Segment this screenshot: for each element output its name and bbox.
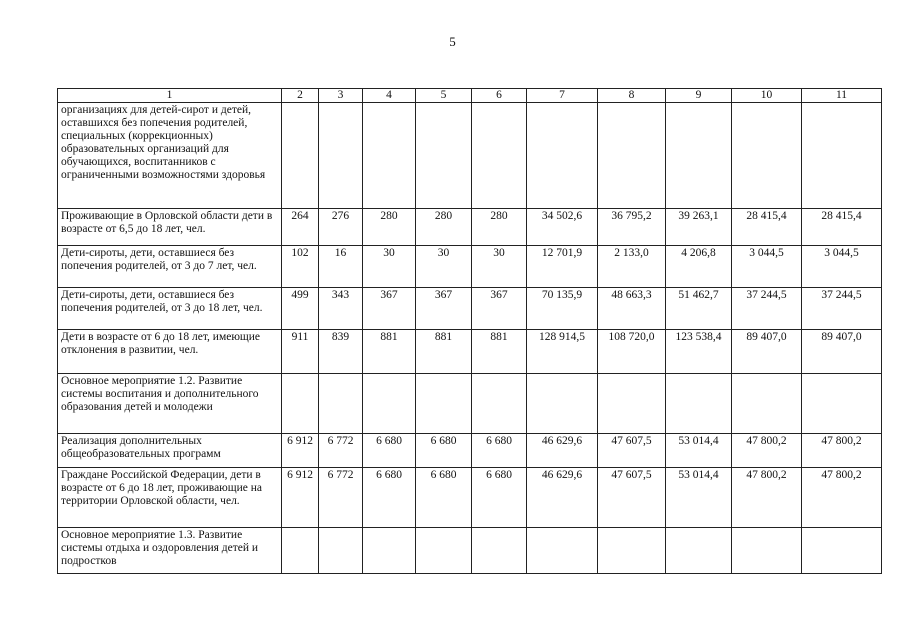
table-cell	[472, 528, 527, 574]
column-header: 5	[416, 89, 472, 103]
table-cell: 499	[282, 288, 319, 330]
table-cell	[666, 103, 732, 209]
row-label: Основное мероприятие 1.2. Развитие системы воспитания и дополнительного образования детей и молодежи	[58, 374, 282, 434]
row-label: организациях для детей-сирот и детей, оставшихся без попечения родителей, специальных (коррекционных) образовательных организаций для обучающихся, воспитанников с ограниченными возможностями здоровья	[58, 103, 282, 209]
table-cell	[416, 103, 472, 209]
table-cell: 30	[472, 246, 527, 288]
table-cell: 367	[472, 288, 527, 330]
table-cell: 2 133,0	[598, 246, 666, 288]
table-cell	[666, 374, 732, 434]
row-label: Основное мероприятие 1.3. Развитие системы отдыха и оздоровления детей и подростков	[58, 528, 282, 574]
table-cell: 881	[472, 330, 527, 374]
table-cell	[363, 528, 416, 574]
table-cell: 280	[472, 209, 527, 246]
column-header: 3	[319, 89, 363, 103]
table-row	[58, 528, 882, 574]
table-cell: 6 680	[363, 468, 416, 528]
table-cell	[282, 528, 319, 574]
table-cell: 3 044,5	[802, 246, 882, 288]
table-cell: 4 206,8	[666, 246, 732, 288]
table-cell: 28 415,4	[802, 209, 882, 246]
table-row	[58, 103, 882, 209]
table-cell: 881	[363, 330, 416, 374]
table-cell: 28 415,4	[732, 209, 802, 246]
table-cell: 47 607,5	[598, 468, 666, 528]
table-cell	[416, 528, 472, 574]
table-cell	[319, 103, 363, 209]
table-cell	[416, 374, 472, 434]
column-header: 11	[802, 89, 882, 103]
column-header: 2	[282, 89, 319, 103]
table-cell: 6 680	[363, 434, 416, 468]
table-cell: 12 701,9	[527, 246, 598, 288]
data-table	[57, 88, 882, 574]
column-header: 4	[363, 89, 416, 103]
table-cell	[472, 103, 527, 209]
table-cell: 6 680	[416, 434, 472, 468]
table-cell: 839	[319, 330, 363, 374]
header-row	[58, 89, 882, 103]
table-cell: 3 044,5	[732, 246, 802, 288]
column-header: 6	[472, 89, 527, 103]
table-cell	[527, 374, 598, 434]
table-cell	[319, 374, 363, 434]
table-cell	[598, 528, 666, 574]
table-cell	[282, 103, 319, 209]
row-label: Дети-сироты, дети, оставшиеся без попечения родителей, от 3 до 7 лет, чел.	[58, 246, 282, 288]
table-row	[58, 468, 882, 528]
table-cell: 128 914,5	[527, 330, 598, 374]
table-cell: 6 772	[319, 434, 363, 468]
row-label: Граждане Российской Федерации, дети в возрасте от 6 до 18 лет, проживающие на территории Орловской области, чел.	[58, 468, 282, 528]
table-cell: 280	[416, 209, 472, 246]
table-cell	[732, 374, 802, 434]
table-cell: 53 014,4	[666, 434, 732, 468]
table-cell: 46 629,6	[527, 468, 598, 528]
table-cell: 47 800,2	[732, 434, 802, 468]
table-cell	[666, 528, 732, 574]
page-number: 5	[449, 34, 456, 49]
table-cell	[527, 528, 598, 574]
table-cell: 280	[363, 209, 416, 246]
table-cell: 30	[363, 246, 416, 288]
table-cell: 70 135,9	[527, 288, 598, 330]
table-cell: 911	[282, 330, 319, 374]
row-label: Дети в возрасте от 6 до 18 лет, имеющие отклонения в развитии, чел.	[58, 330, 282, 374]
table-cell	[363, 103, 416, 209]
table-cell	[598, 374, 666, 434]
table-cell	[802, 374, 882, 434]
table-cell	[732, 528, 802, 574]
table-cell: 47 800,2	[732, 468, 802, 528]
row-label: Проживающие в Орловской области дети в возрасте от 6,5 до 18 лет, чел.	[58, 209, 282, 246]
table-cell: 37 244,5	[802, 288, 882, 330]
table-cell: 102	[282, 246, 319, 288]
table-cell: 51 462,7	[666, 288, 732, 330]
table-cell: 123 538,4	[666, 330, 732, 374]
column-header: 1	[58, 89, 282, 103]
table-cell	[732, 103, 802, 209]
table-cell: 16	[319, 246, 363, 288]
table-cell: 47 800,2	[802, 434, 882, 468]
table-cell: 47 607,5	[598, 434, 666, 468]
table-cell: 108 720,0	[598, 330, 666, 374]
table-cell: 48 663,3	[598, 288, 666, 330]
table-cell: 46 629,6	[527, 434, 598, 468]
table-row	[58, 434, 882, 468]
table-cell: 6 680	[472, 434, 527, 468]
column-header: 7	[527, 89, 598, 103]
table-row	[58, 330, 882, 374]
table-cell: 89 407,0	[732, 330, 802, 374]
column-header: 10	[732, 89, 802, 103]
table-cell	[527, 103, 598, 209]
table-cell	[598, 103, 666, 209]
table-cell: 36 795,2	[598, 209, 666, 246]
table-cell	[802, 103, 882, 209]
table-cell: 6 680	[472, 468, 527, 528]
column-header: 9	[666, 89, 732, 103]
table-cell: 39 263,1	[666, 209, 732, 246]
table-cell: 37 244,5	[732, 288, 802, 330]
row-label: Дети-сироты, дети, оставшиеся без попечения родителей, от 3 до 18 лет, чел.	[58, 288, 282, 330]
table-cell: 881	[416, 330, 472, 374]
table-cell: 53 014,4	[666, 468, 732, 528]
table-cell	[363, 374, 416, 434]
column-header: 8	[598, 89, 666, 103]
table-cell: 30	[416, 246, 472, 288]
table-row	[58, 209, 882, 246]
table-cell: 47 800,2	[802, 468, 882, 528]
table-cell: 6 772	[319, 468, 363, 528]
table-cell	[282, 374, 319, 434]
table-row	[58, 288, 882, 330]
table-cell: 367	[416, 288, 472, 330]
table-cell	[319, 528, 363, 574]
table-row	[58, 374, 882, 434]
table-cell: 343	[319, 288, 363, 330]
table-row	[58, 246, 882, 288]
table-cell: 89 407,0	[802, 330, 882, 374]
table-cell	[472, 374, 527, 434]
table-cell: 276	[319, 209, 363, 246]
table-cell: 6 912	[282, 468, 319, 528]
table-cell: 6 680	[416, 468, 472, 528]
table-cell: 367	[363, 288, 416, 330]
row-label: Реализация дополнительных общеобразовательных программ	[58, 434, 282, 468]
table-cell	[802, 528, 882, 574]
table-cell: 34 502,6	[527, 209, 598, 246]
table-body	[58, 103, 882, 574]
table-cell: 264	[282, 209, 319, 246]
table-cell: 6 912	[282, 434, 319, 468]
